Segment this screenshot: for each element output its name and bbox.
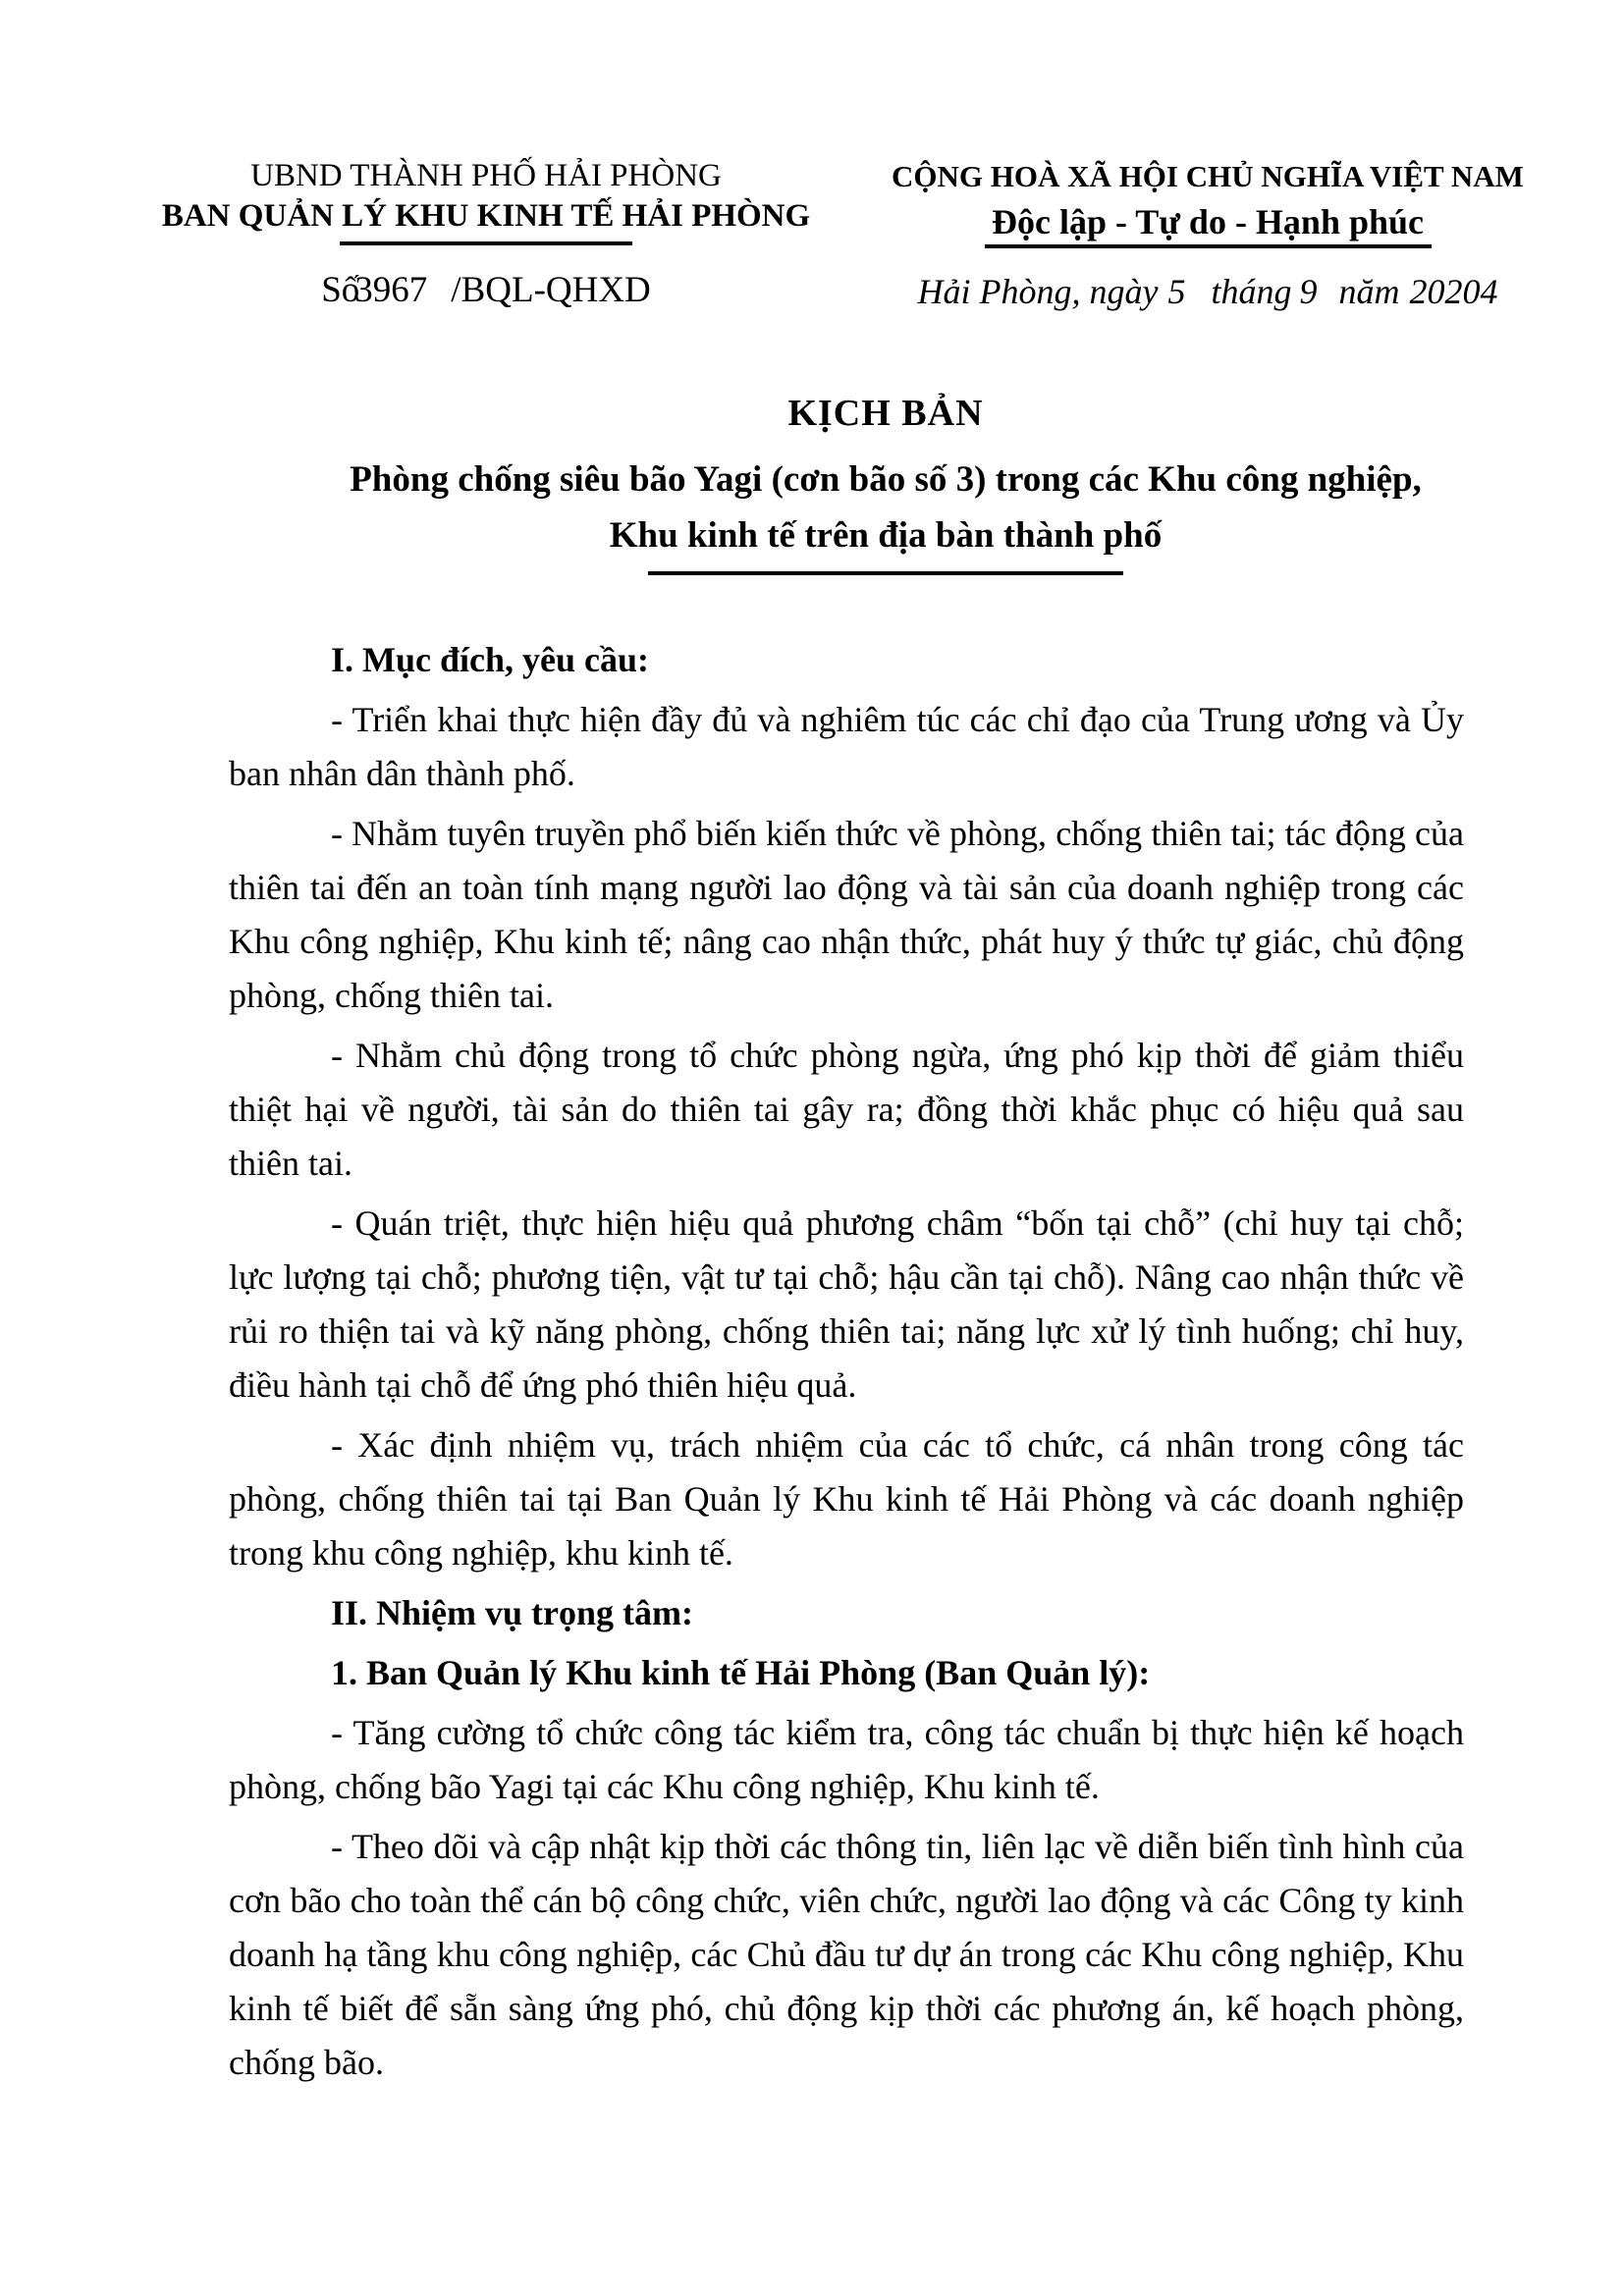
national-motto: Độc lập - Tự do - Hạnh phúc xyxy=(991,202,1425,241)
place-date-line xyxy=(874,270,1542,313)
document-number-line xyxy=(142,269,830,312)
section-1-paragraph-5: - Xác định nhiệm vụ, trách nhiệm của các tổ chức, cá nhân trong công tác phòng, chống thiên tai tại Ban Quản lý Khu kinh tế Hải Phòng và các doanh nghiệp trong khu công nghiệp, khu kinh tế. xyxy=(229,1425,1464,1573)
document-body xyxy=(229,633,1464,2096)
authority-name: BAN QUẢN LÝ KHU KINH TẾ HẢI PHÒNG xyxy=(161,198,811,234)
national-motto-block xyxy=(874,157,1542,313)
date-month-label: tháng xyxy=(1211,272,1292,311)
document-number-label: Số xyxy=(321,270,360,310)
document-subtitle-line1: Phòng chống siêu bão Yagi (cơn bão số 3) trong các Khu công nghiệp, xyxy=(350,459,1422,500)
section-2-paragraph-2: - Theo dõi và cập nhật kịp thời các thông tin, liên lạc về diễn biến tình hình của cơn bão cho toàn thể cán bộ công chức, viên chức, người lao động và các Công ty kinh doanh hạ tầng khu công nghiệp, các Chủ đầu tư dự án trong các Khu công nghiệp, Khu kinh tế biết để sẵn sàng ứng phó, chủ động kịp thời các phương án, kế hoạch phòng, chống bão. xyxy=(229,1827,1464,2082)
motto-underline xyxy=(985,244,1432,248)
section-2-subsection-1-heading: 1. Ban Quản lý Khu kinh tế Hải Phòng (Ban Quản lý): xyxy=(331,1653,1151,1692)
issuing-authority-block xyxy=(142,157,830,312)
authority-parent-name: UBND THÀNH PHỐ HẢI PHÒNG xyxy=(250,158,722,193)
date-month: 9 xyxy=(1299,272,1318,311)
section-2-paragraph-1: - Tăng cường tổ chức công tác kiểm tra, công tác chuẩn bị thực hiện kế hoạch phòng, chống bão Yagi tại các Khu công nghiệp, Khu kinh tế. xyxy=(229,1713,1464,1806)
title-underline xyxy=(648,571,1123,575)
document-number-value: 3967 xyxy=(354,270,428,310)
authority-underline xyxy=(340,241,632,245)
section-1-paragraph-1: - Triển khai thực hiện đầy đủ và nghiêm túc các chỉ đạo của Trung ương và Ủy ban nhân dân thành phố. xyxy=(229,700,1464,793)
date-day: 5 xyxy=(1167,272,1186,311)
section-1-paragraph-3: - Nhằm chủ động trong tổ chức phòng ngừa, ứng phó kịp thời để giảm thiểu thiệt hại về người, tài sản do thiên tai gây ra; đồng thời khắc phục có hiệu quả sau thiên tai. xyxy=(229,1036,1464,1183)
section-2-heading: II. Nhiệm vụ trọng tâm: xyxy=(331,1593,693,1632)
document-number-symbol: /BQL-QHXD xyxy=(451,270,651,310)
section-1-paragraph-4: - Quán triệt, thực hiện hiệu quả phương châm “bốn tại chỗ” (chỉ huy tại chỗ; lực lượng tại chỗ; phương tiện, vật tư tại chỗ; hậu cần tại chỗ). Nâng cao nhận thức về rủi ro thiện tai và kỹ năng phòng, chống thiên tai; năng lực xử lý tình huống; chỉ huy, điều hành tại chỗ để ứng phó thiên hiệu quả. xyxy=(229,1203,1464,1405)
document-subtitle-line2: Khu kinh tế trên địa bàn thành phố xyxy=(609,515,1163,556)
national-title: CỘNG HOÀ XÃ HỘI CHỦ NGHĨA VIỆT NAM xyxy=(892,159,1524,193)
document-title: KỊCH BẢN xyxy=(787,393,984,434)
title-block xyxy=(229,391,1464,575)
date-year-label: năm xyxy=(1338,272,1400,311)
section-1-paragraph-2: - Nhằm tuyên truyền phổ biến kiến thức về phòng, chống thiên tai; tác động của thiên tai đến an toàn tính mạng người lao động và tài sản của doanh nghiệp trong các Khu công nghiệp, Khu kinh tế; nâng cao nhận thức, phát huy ý thức tự giác, chủ động phòng, chống thiên tai. xyxy=(229,814,1464,1015)
section-1-heading: I. Mục đích, yêu cầu: xyxy=(331,640,649,679)
date-place: Hải Phòng, ngày xyxy=(917,272,1159,311)
date-year: 20204 xyxy=(1409,272,1498,311)
